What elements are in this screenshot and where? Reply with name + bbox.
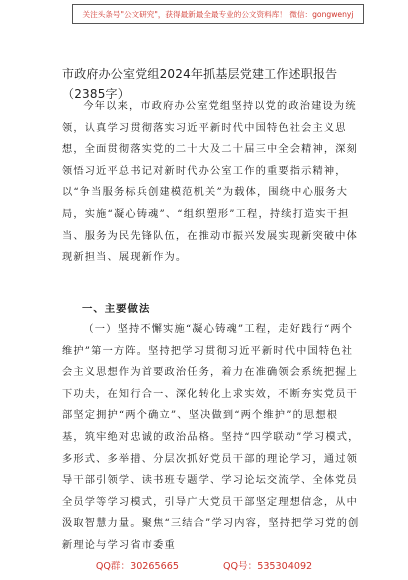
intro-paragraph: 今年以来，市政府办公室党组坚持以党的政治建设为统领，认真学习贯彻落实习近平新时代中国特色社会主义思想，全面贯彻落实党的二十大及二十届三中全会精神，深刻领悟习近平总书记对新时代办公室工作的重要指示精神，以“争当服务标兵创建模范机关”为载体，围绕中心服务大局，实施“凝心铸魂”、“组织塑形”工程，持续打造实干担当、服务为民先锋队伍，在推动市振兴发展实现新突破中体现新担当、展现新作为。	[62, 101, 359, 264]
footer-qq-number: QQ号：535304092	[222, 561, 313, 572]
promo-banner	[72, 4, 364, 24]
footer-contact	[0, 558, 408, 576]
footer-qq-group: QQ群：30265665	[95, 561, 179, 572]
promo-banner-text: 关注头条号"公文研究"，获得最新最全最专业的公文资料库！ 微信：gongwenyj	[82, 9, 354, 19]
body-paragraph: （一）坚持不懈实施“凝心铸魂”工程，走好践行“两个维护”第一方阵。坚持把学习贯彻习近平新时代中国特色社会主义思想作为首要政治任务，着力在准确领会系统把握上下功夫，在知行合一、深化转化上求实效，不断夯实党员干部坚定拥护“两个确立”、坚决做到“两个维护”的思想根基，筑牢绝对忠诚的政治品格。坚持“四学联动”学习模式，多形式、多举措、分层次抓好党员干部的理论学习，通过领导干部引领学、读书班专题学、学习论坛交流学、全体党员全员学等学习模式，引导广大党员干部坚定理想信念，从中汲取智慧力量。聚焦“三结合”学习内容，坚持把学习党的创新理论与学习省市委重	[62, 324, 360, 551]
document-title: 市政府办公室党组2024年抓基层党建工作述职报告（2385字）	[62, 67, 338, 101]
section-heading: 一、主要做法	[82, 303, 151, 315]
